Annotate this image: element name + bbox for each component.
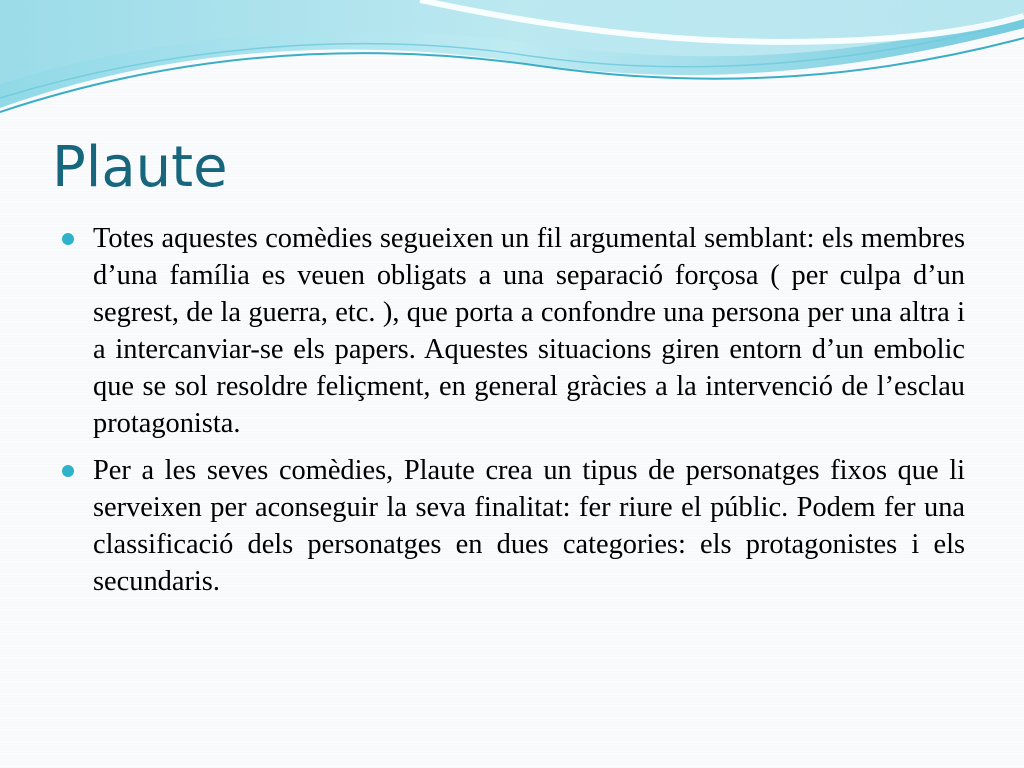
bullet-dot-icon xyxy=(62,465,74,477)
bullet-list xyxy=(60,220,965,610)
bullet-dot-icon xyxy=(62,233,74,245)
header-wave-decoration xyxy=(0,0,1024,130)
bullet-text: Per a les seves comèdies, Plaute crea un tipus de personatges fixos que li serveixen per aconseguir la seva finalitat: fer riure el públic. Podem fer una classificació dels personatges en dues categories: els protagonistes i els secundaris. xyxy=(93,455,965,597)
slide-title: Plaute xyxy=(52,135,228,200)
bullet-item xyxy=(60,452,965,600)
bullet-text: Totes aquestes comèdies segueixen un fil argumental semblant: els membres d’una família es veuen obligats a una separació forçosa ( per culpa d’un segrest, de la guerra, etc. ), que porta a confondre una persona per una altra i a intercanviar-se els papers. Aquestes situacions giren entorn d’un embolic que se sol resoldre feliçment, en general gràcies a la intervenció de l’esclau protagonista. xyxy=(93,223,965,439)
bullet-item xyxy=(60,220,965,442)
